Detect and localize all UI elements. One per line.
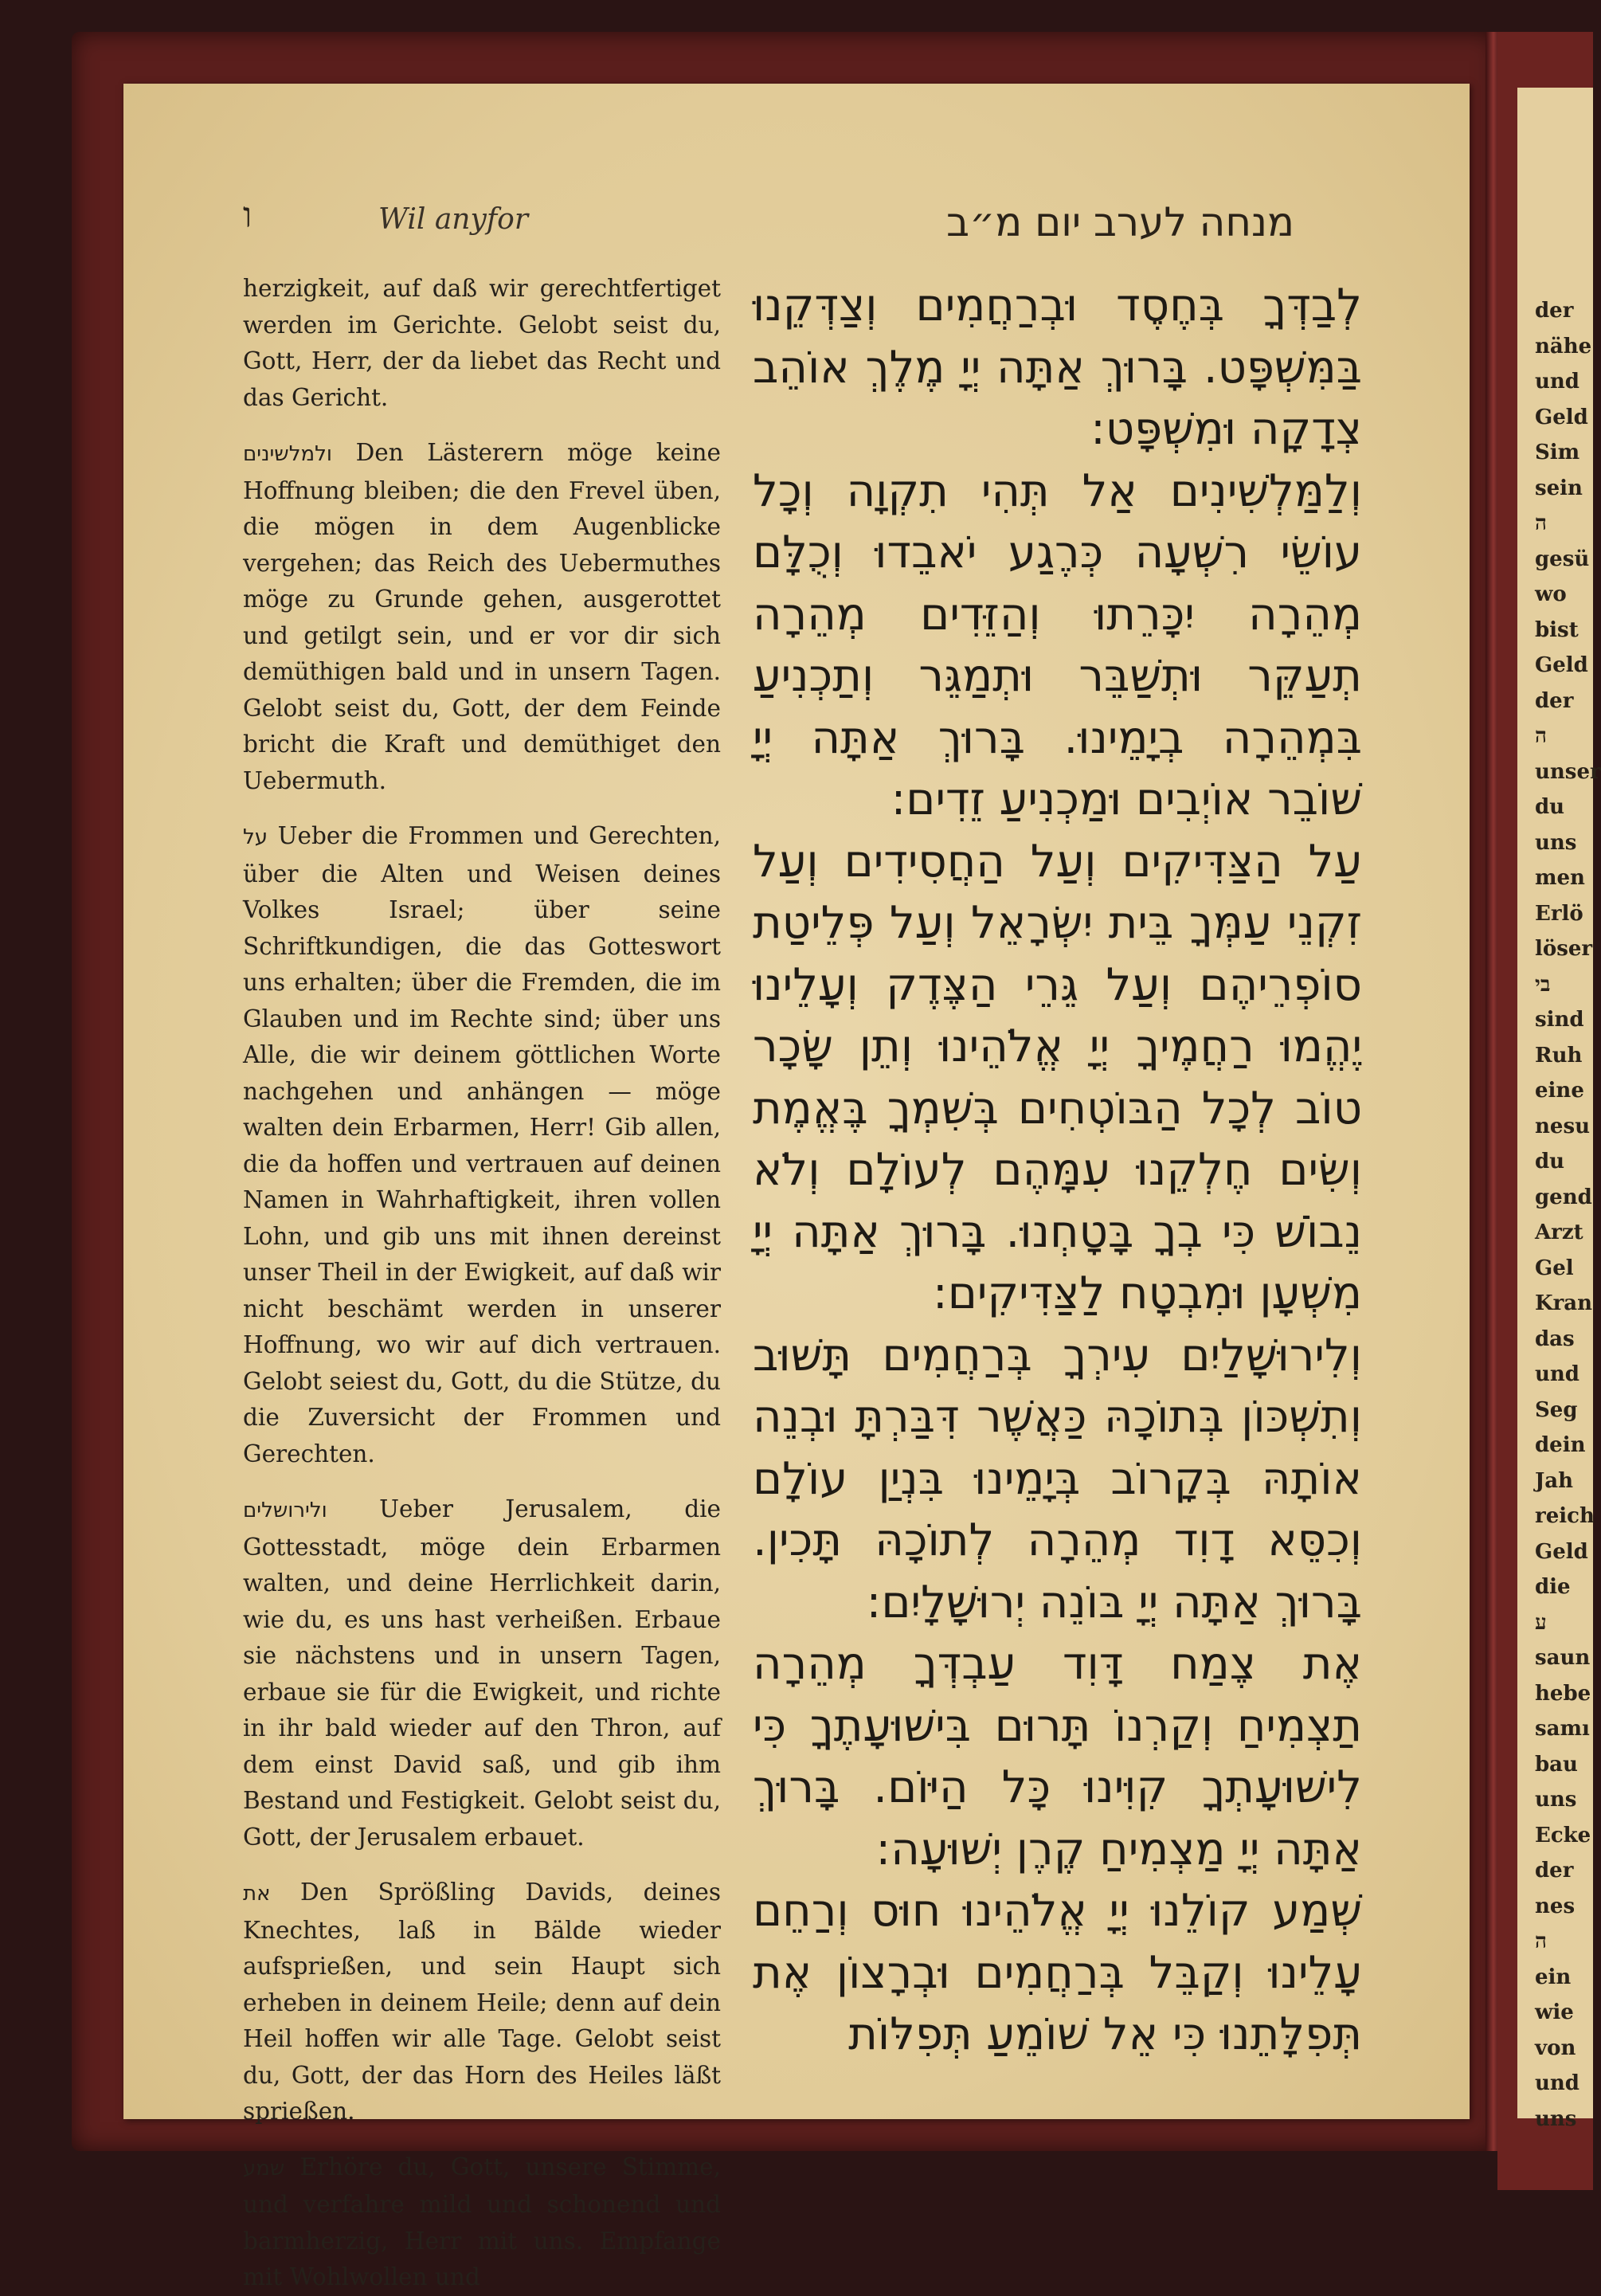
next-page-fragment: bau xyxy=(1535,1752,1578,1777)
german-text: Den Lästerern möge keine Hoffnung bleiben; die den Frevel üben, die mögen in dem Augenblicke vergehen; das Reich des Uebermuthes möge zu Grunde gehen, ausgerottet und getilgt sein, und er vor dir sich demüthigen bald und in unsern Tagen. Gelobt seist du, Gott, der dem Feinde bricht die Kraft und demüthiget den Uebermuth. xyxy=(243,439,721,794)
next-page-fragment: Geld xyxy=(1535,653,1588,677)
next-page-fragment: uns xyxy=(1535,1788,1577,1812)
next-page-fragment: bist xyxy=(1535,617,1579,642)
next-page-fragment: unser xyxy=(1535,759,1601,784)
next-page-fragment: Sim xyxy=(1535,441,1580,464)
next-page-fragment: reich xyxy=(1535,1504,1595,1528)
next-page-fragment: ה xyxy=(1535,1930,1547,1953)
next-page-fragment: der xyxy=(1535,299,1574,323)
german-translation-column xyxy=(243,271,721,2290)
next-page-fragment: uns xyxy=(1535,830,1577,855)
next-page-fragment: hebe xyxy=(1535,1681,1591,1706)
hebrew-paragraph: עַל הַצַּדִּיקִים וְעַל הַחֲסִידִים וְעַל זִקְנֵי עַמְּךָ בֵּית יִשְׂרָאֵל וְעַל פְּלֵיטַת סוֹפְרֵיהֶם וְעַל גֵּרֵי הַצֶּדֶק וְעָלֵינוּ יֶהֱמוּ רַחֲמֶיךָ יְיָ אֱלֹהֵינוּ וְתֵן שָׂכָר טוֹב לְכָל הַבּוֹטְחִים בְּשִׁמְךָ בֶּאֱמֶת וְשִׂים חֶלְקֵנוּ עִמָּהֶם לְעוֹלָם וְלֹא נֵבוֹשׁ כִּי בְךָ בָּטָחְנוּ. בָּרוּךְ אַתָּה יְיָ מִשְׁעָן וּמִבְטָח לַצַּדִּיקִים: xyxy=(753,835,1362,1319)
next-page-fragment: saun xyxy=(1535,1646,1591,1670)
next-page-edge xyxy=(1517,88,1601,2131)
next-page-fragment: der xyxy=(1535,1859,1574,1883)
next-page-fragment: samı xyxy=(1535,1717,1590,1741)
german-paragraph xyxy=(243,271,721,416)
next-page-fragment: Erlö xyxy=(1535,901,1583,926)
german-text: Erhöre du, Gott, unsere Stimme, und verfahre mild und schonend und barmherzig, Herr mit uns. Empfange mit Wohlwollen und xyxy=(243,2153,721,2290)
hebrew-paragraph: וְלִירוּשָׁלַיִם עִירְךָ בְּרַחֲמִים תָּשׁוּב וְתִשְׁכּוֹן בְּתוֹכָהּ כַּאֲשֶׁר דִּבַּרְתָּ וּבְנֵה אוֹתָהּ בְּקָרוֹב בְּיָמֵינוּ בִּנְיַן עוֹלָם וְכִסֵּא דָוִד מְהֵרָה לְתוֹכָהּ תָּכִין. בָּרוּךְ אַתָּה יְיָ בּוֹנֵה יְרוּשָׁלָיִם: xyxy=(753,1329,1362,1628)
next-page-fragment: Ruh xyxy=(1535,1043,1583,1068)
next-page-fragment: gesü xyxy=(1535,547,1590,571)
next-page-fragment: Ecke xyxy=(1535,1823,1591,1847)
next-page-fragment: und xyxy=(1535,370,1579,394)
next-page-fragment: wo xyxy=(1535,582,1567,606)
german-paragraph xyxy=(243,1491,721,1855)
next-page-fragment: ה xyxy=(1535,511,1547,535)
next-page-fragment: men xyxy=(1535,866,1585,890)
next-page-fragment: das xyxy=(1535,1326,1575,1351)
german-text: herzigkeit, auf daß wir gerechtfertiget werden im Gerichte. Gelobt seist du, Gott, Herr, der da liebet das Recht und das Gericht. xyxy=(243,275,721,411)
next-page-fragment: Gel xyxy=(1535,1256,1574,1280)
next-page-fragment: der xyxy=(1535,688,1574,713)
next-page-fragment: Seg xyxy=(1535,1397,1578,1422)
german-paragraph xyxy=(243,435,721,799)
hebrew-paragraph: וְלַמַּלְשִׁינִים אַל תְּהִי תִקְוָה וְכָל עוֹשֵׂי רִשְׁעָה כְּרֶגַע יֹאבֵדוּ וְכֻלָּם מְהֵרָה יִכָּרֵתוּ וְהַזֵּדִים מְהֵרָה תְעַקֵּר וּתְשַׁבֵּר וּתְמַגֵּר וְתַכְנִיעַ בִּמְהֵרָה בְיָמֵינוּ. בָּרוּךְ אַתָּה יְיָ שׁוֹבֵר אוֹיְבִים וּמַכְנִיעַ זֵדִים: xyxy=(753,464,1362,825)
next-page-fragment: eine xyxy=(1535,1079,1584,1103)
next-page-fragment: nähe xyxy=(1535,334,1592,359)
german-paragraph xyxy=(243,818,721,1472)
hebrew-keyword: על xyxy=(243,825,268,849)
page-number: ו xyxy=(243,195,252,236)
next-page-fragment: und xyxy=(1535,2071,1579,2095)
next-page-fragment: nesu xyxy=(1535,1114,1590,1138)
german-paragraph xyxy=(243,1875,721,2130)
next-page-fragment: du xyxy=(1535,1150,1565,1173)
hebrew-keyword: את xyxy=(243,1882,271,1906)
next-page-fragment: Arzt xyxy=(1535,1220,1583,1244)
next-page-fragment: wie xyxy=(1535,2000,1574,2024)
next-page-fragment: ein xyxy=(1535,1965,1572,1989)
next-page-fragment: nes xyxy=(1535,1894,1576,1918)
next-page-fragment: uns xyxy=(1535,2106,1577,2131)
next-page-fragment: Geld xyxy=(1535,405,1588,429)
next-page-fragment: ה xyxy=(1535,724,1547,748)
next-page-fragment: sein xyxy=(1535,476,1583,500)
german-text: Ueber Jerusalem, die Gottesstadt, möge dein Erbarmen walten, und deine Herrlichkeit darin, wie du, es uns hast verheißen. Erbaue sie nächstens und in unsern Tagen, erbaue sie für die Ewigkeit, und richte in ihr bald wieder auf den Thron, auf dem einst David saß, und gib ihm Bestand und Festigkeit. Gelobt seist du, Gott, der Jerusalem erbauet. xyxy=(243,1495,721,1851)
hebrew-paragraph: לְבַדְּךָ בְּחֶסֶד וּבְרַחֲמִים וְצַדְּקֵנוּ בַּמִּשְׁפָּט. בָּרוּךְ אַתָּה יְיָ מֶלֶךְ אוֹהֵב צְדָקָה וּמִשְׁפָּט: xyxy=(753,280,1362,455)
next-page-fragment: die xyxy=(1535,1575,1571,1599)
next-page-fragment: Kran xyxy=(1535,1291,1593,1315)
next-page-fragment: du xyxy=(1535,795,1565,819)
german-text: Ueber die Frommen und Gerechten, über die Alten und Weisen deines Volkes Israel; über seine Schriftkundigen, die das Gotteswort uns erhalten; über die Fremden, die im Glauben und im Rechte sind; über uns Alle, die wir deinem göttlichen Worte nachgehen und anhängen — möge walten dein Erbarmen, Herr! Gib allen, die da hoffen und vertrauen auf deinen Namen in Wahrhaftigkeit, ihren vollen Lohn, und gib uns mit ihnen dereinst unser Theil in der Ewigkeit, auf daß wir nicht beschämt werden in unserer Hoffnung, wo wir auf dich vertrauen. Gelobt seiest du, Gott, du die Stütze, du die Zuversicht der Frommen und Gerechten. xyxy=(243,822,721,1467)
hebrew-paragraph: אֶת צֶמַח דָּוִד עַבְדְּךָ מְהֵרָה תַצְמִיחַ וְקַרְנוֹ תָּרוּם בִּישׁוּעָתֶךָ כִּי לִישׁוּעָתְךָ קִוִּינוּ כָּל הַיּוֹם. בָּרוּךְ אַתָּה יְיָ מַצְמִיחַ קֶרֶן יְשׁוּעָה: xyxy=(753,1638,1362,1875)
next-page-fragment: בי xyxy=(1535,972,1551,997)
next-page-fragment: ע xyxy=(1535,1610,1547,1635)
hebrew-keyword: ולירושלים xyxy=(243,1499,327,1522)
next-page-fragment: löser xyxy=(1535,937,1593,961)
next-page-fragment: dein xyxy=(1535,1433,1586,1457)
hebrew-paragraph: שְׁמַע קוֹלֵנוּ יְיָ אֱלֹהֵינוּ חוּס וְרַחֵם עָלֵינוּ וְקַבֵּל בְּרַחֲמִים וּבְרָצוֹן אֶת תְּפִלָּתֵנוּ כִּי אֵל שׁוֹמֵעַ תְּפִלּוֹת xyxy=(753,1885,1362,2060)
hebrew-keyword: ולמלשינים xyxy=(243,442,333,466)
handwritten-note: Wil anyfor xyxy=(378,203,529,236)
next-page-fragment: von xyxy=(1535,2035,1576,2060)
hebrew-text-column xyxy=(753,275,1362,2059)
next-page-fragment: gend xyxy=(1535,1185,1592,1209)
next-page-fragment: Jah xyxy=(1535,1468,1574,1493)
hebrew-keyword: שמע xyxy=(243,2156,285,2180)
german-text: Den Sprößling Davids, deines Knechtes, laß in Bälde wieder aufsprießen, und sein Haupt sich erheben in deinem Heile; denn auf dein Heil hoffen wir alle Tage. Gelobt seist du, Gott, der das Horn des Heiles läßt sprießen. xyxy=(243,1879,721,2125)
running-header: מנחה לערב יום מ״ב xyxy=(946,199,1294,245)
german-paragraph xyxy=(243,2149,721,2296)
next-page-fragment: Geld xyxy=(1535,1539,1588,1564)
next-page-fragment: sind xyxy=(1535,1008,1584,1032)
next-page-fragment: und xyxy=(1535,1362,1579,1386)
